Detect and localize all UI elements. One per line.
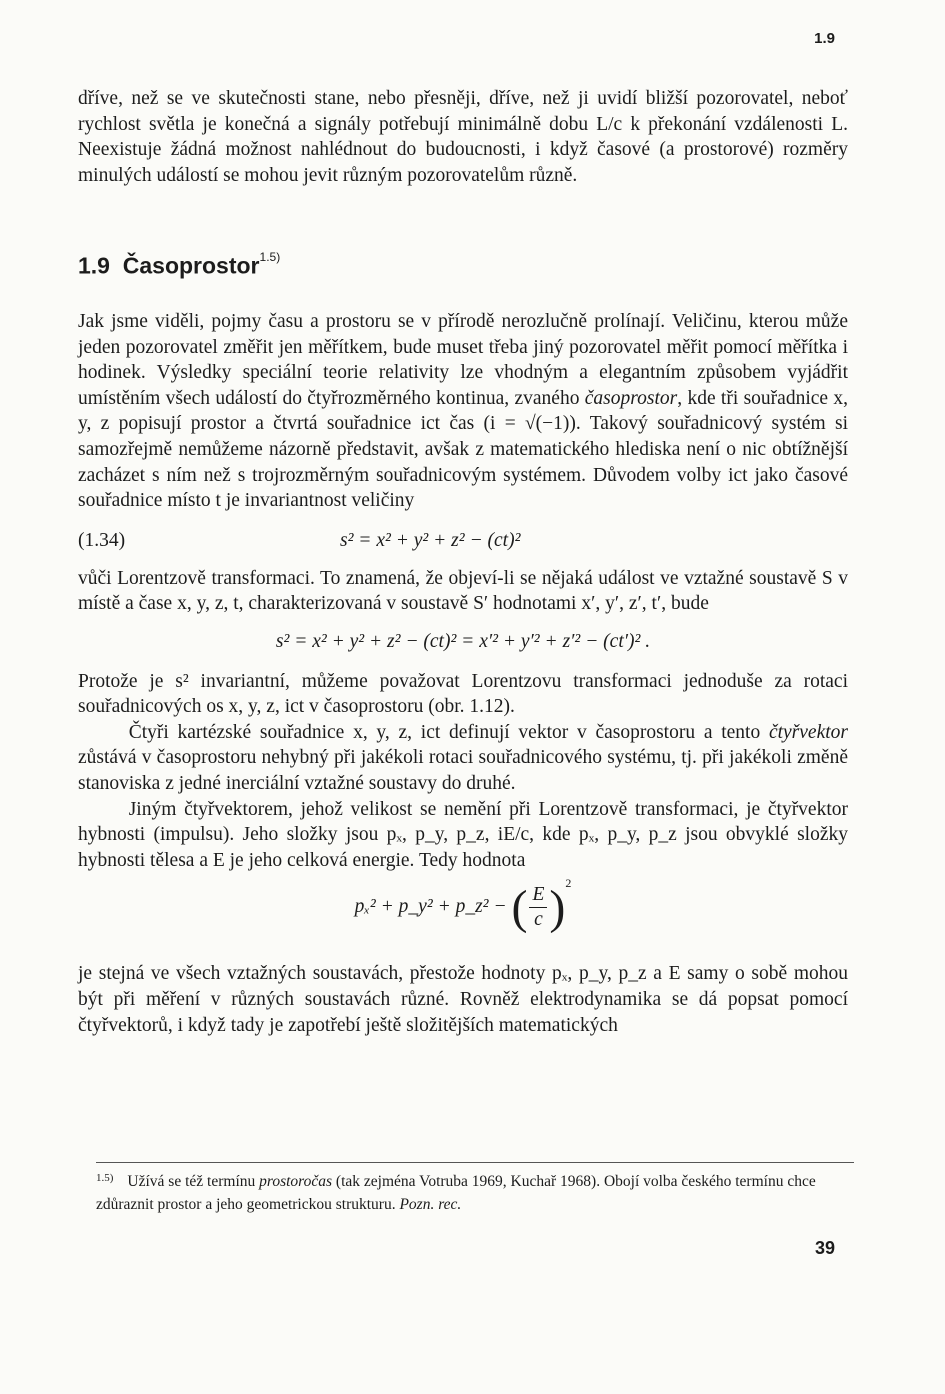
paragraph-continued: dříve, než se ve skutečnosti stane, nebo přesněji, dříve, než ji uvidí bližší pozorovatel, neboť rychlost světla je konečná a signály potřebují minimálně dobu L/c k překonání vzdálenosti L. Neexistuje žádná možnost nahlédnout do budoucnosti, i když časové (a prostorové) rozměry minulých událostí se mohou jevit různým pozorovatelům různě. (78, 88, 848, 186)
right-paren: ) (549, 880, 566, 934)
paragraph-rotation: Protože je s² invariantní, můžeme považovat Lorentzovu transformaci jednoduše za rotaci souřadnicových os x, y, z, ict v časoprostoru (obr. 1.12). (78, 670, 848, 718)
text-run: Jak jsme viděli, pojmy času a prostoru se v přírodě nerozlučně prolínají. Veličinu, kterou může jeden pozorovatel změřit jen měřítkem, bude muset třeba jiný pozorovatel měřit pomocí měřítka i hodinek. Výsledky speciální teorie relativity lze vhodným a elegantním způsobem vyjádřit umístěním všech událostí do čtyřrozměrného kontinua, zvaného (78, 311, 848, 409)
fraction (529, 883, 547, 932)
text-run: zůstává v časoprostoru nehybný při jakékoli rotaci souřadnicového systému, tj. při jakékoli změně stanoviska z jedné inerciální vztažné soustavy do druhé. (78, 747, 848, 794)
footnote (96, 1162, 854, 1216)
paragraph-invariant-momentum: je stejná ve všech vztažných soustavách, přestože hodnoty pₓ, p_y, p_z a E samy o sobě mohou být při měření v různých soustavách různé. Rovněž elektrodynamika se dá popsat pomocí čtyřvektorů, i když tady je zapotřebí ještě složitějších matematických (78, 963, 848, 1036)
section-number: 1.9 (78, 253, 110, 280)
footnote-mark: 1.5) (96, 1172, 114, 1184)
italic-term: čtyřvektor (768, 721, 848, 743)
main-text (78, 86, 848, 1038)
equation-formula: s² = x² + y² + z² − (ct)² (340, 529, 521, 551)
paragraph-momentum: Jiným čtyřvektorem, jehož velikost se nemění při Lorentzově transformaci, je čtyřvektor hybnosti (impulsu). Jeho složky jsou pₓ, p_y, p_z, iE/c, kde pₓ, p_y, p_z jsou obvyklé složky hybnosti tělesa a E je jeho celková energie. Tedy hodnota (78, 798, 848, 871)
paragraph-lorentz: vůči Lorentzově transformaci. To znamená, že objeví-li se nějaká událost ve vztažné soustavě S v místě a čase x, y, z, t, charakterizovaná v soustavě S′ hodnotami x′, y′, z′, t′, bude (78, 567, 848, 615)
footnote-text: Užívá se též termínu (127, 1173, 260, 1190)
equation-momentum (78, 876, 848, 949)
footnote-text: (tak zejména Votruba 1969, Kuchař 1968). Obojí volba českého termínu chce zdůraznit prostor a jeho geometrickou strukturu. (96, 1173, 816, 1213)
section-heading (78, 246, 848, 281)
footnote-signature: Pozn. rec. (399, 1196, 462, 1213)
equation-number: (1.34) (78, 529, 126, 551)
fraction-denominator: c (534, 909, 543, 931)
equation-1-34 (78, 524, 848, 558)
fraction-numerator: E (529, 883, 547, 908)
running-head: 1.9 (814, 30, 835, 47)
footnote-term: prostoročas (259, 1173, 333, 1190)
italic-term: časoprostor (584, 387, 678, 409)
fraction-exponent: 2 (565, 876, 572, 891)
paragraph-spacetime (78, 309, 848, 514)
paragraph-fourvector (78, 720, 848, 797)
page-number: 39 (814, 1238, 835, 1258)
equation-invariance: s² = x² + y² + z² − (ct)² = x′² + y′² + z′² − (ct′)² . (275, 630, 651, 652)
section-title: Časoprostor (122, 253, 260, 280)
fraction-group (511, 876, 572, 934)
left-paren: ( (511, 880, 528, 934)
text-run: Čtyři kartézské souřadnice x, y, z, ict definují vektor v časoprostoru a tento (128, 721, 769, 743)
equation-momentum-left: pₓ² + p_y² + p_z² − (354, 896, 512, 918)
section-footnote-ref: 1.5) (259, 250, 281, 265)
text-run: , kde tři souřadnice x, y, z popisují prostor a čtvrtá souřadnice ict čas (i = √(−1)). Takový souřadnicový systém si samozřejmě nemůžeme názorně představit, avšak z matematického hlediska není o nic obtížnější zacházet s ním než s trojrozměrným souřadnicovým systémem. Důvodem volby ict jako časové souřadnice místo t je invariantnost veličiny (78, 387, 849, 512)
